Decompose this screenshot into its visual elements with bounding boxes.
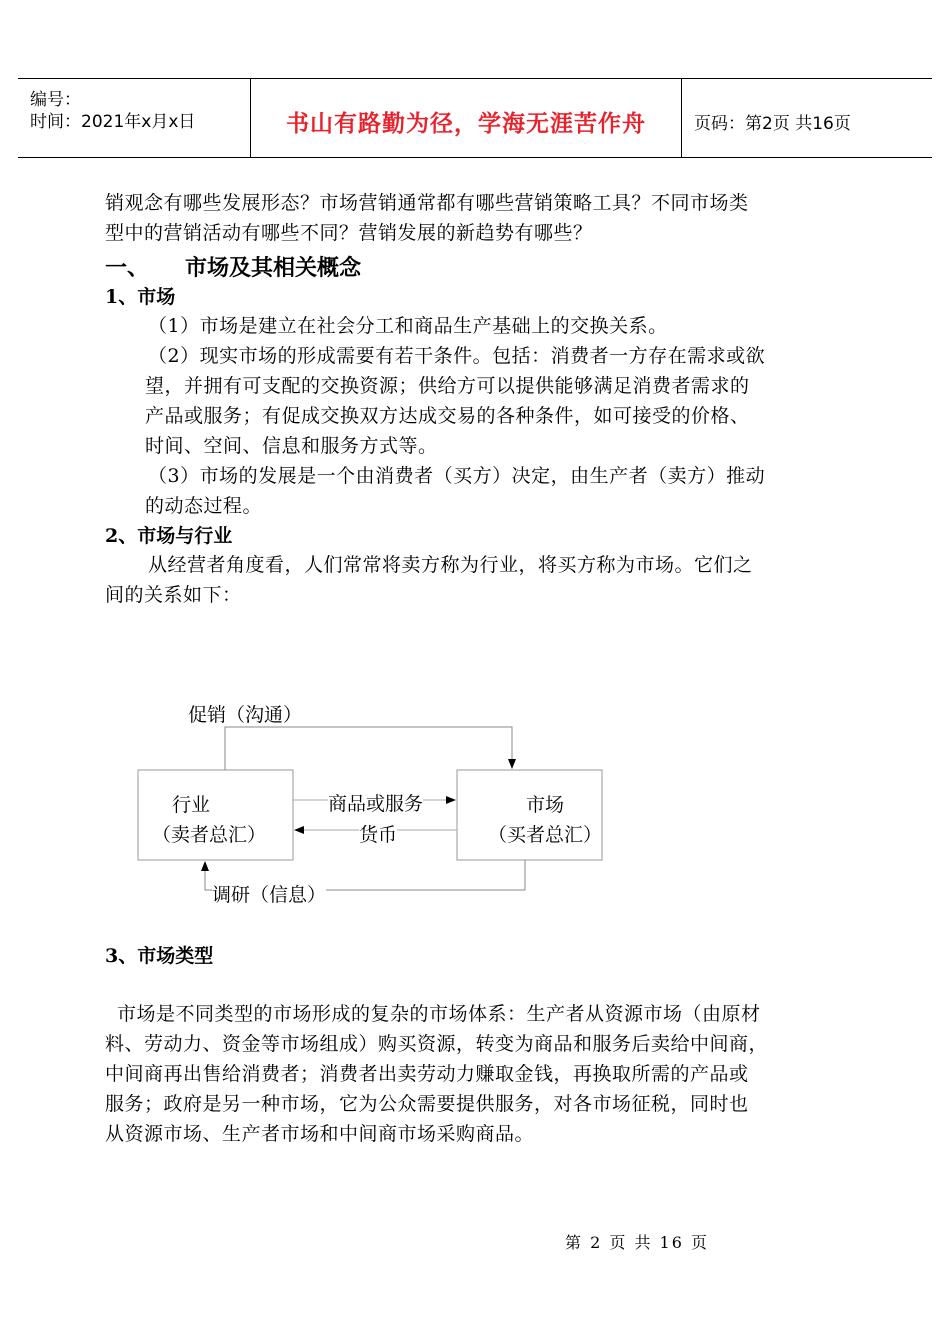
para3-line-3: 中间商再出售给消费者；消费者出卖劳动力赚取金钱，再换取所需的产品或	[105, 1063, 749, 1085]
research-label: 调研（信息）	[212, 880, 326, 907]
para3-line-5: 从资源市场、生产者市场和中间商市场采购商品。	[105, 1123, 535, 1145]
header-table	[18, 78, 932, 158]
intro-line-1: 销观念有哪些发展形态？市场营销通常都有哪些营销策略工具？不同市场类	[105, 192, 749, 214]
industry-label: 行业	[172, 794, 211, 816]
header-page-cell	[682, 79, 932, 157]
para3-line-4: 服务；政府是另一种市场，它为公众需要提供服务，对各市场征税，同时也	[105, 1093, 749, 1115]
promotion-label: 促销（沟通）	[188, 704, 303, 726]
time-label: 时间：2021年x月x日	[30, 112, 196, 132]
market-industry-diagram	[130, 690, 630, 915]
market-sublabel: （买者总汇）	[488, 824, 603, 846]
header-page-info: 页码：第2页 共16页	[694, 114, 851, 134]
market-label: 市场	[526, 794, 565, 816]
section1-title: 市场及其相关概念	[185, 255, 362, 281]
section1-number: 一、	[105, 255, 150, 281]
sub2-title: 2、市场与行业	[105, 525, 233, 547]
sub3-title: 3、市场类型	[105, 945, 214, 967]
header-meta-cell	[18, 79, 251, 157]
item3-line-1: （3）市场的发展是一个由消费者（买方）决定，由生产者（卖方）推动	[148, 465, 766, 487]
para2-line-2: 间的关系如下：	[105, 584, 242, 606]
item1-text: （1）市场是建立在社会分工和商品生产基础上的交换关系。	[148, 315, 668, 337]
item2-line-2: 望，并拥有可支配的交换资源；供给方可以提供能够满足消费者需求的	[145, 375, 750, 397]
para3-line-1: 市场是不同类型的市场形成的复杂的市场体系：生产者从资源市场（由原材	[117, 1003, 761, 1025]
money-label: 货币	[359, 820, 397, 847]
motto-text: 书山有路勤为径，学海无涯苦作舟	[286, 111, 646, 137]
intro-line-2: 型中的营销活动有哪些不同？营销发展的新趋势有哪些？	[105, 222, 593, 244]
page-footer: 第 2 页 共 16 页	[565, 1233, 709, 1252]
item3-line-2: 的动态过程。	[145, 495, 263, 517]
goods-label: 商品或服务	[328, 789, 423, 816]
para2-line-1: 从经营者角度看，人们常常将卖方称为行业，将买方称为市场。它们之	[148, 554, 753, 576]
header-motto-cell	[251, 79, 682, 157]
para3-line-2: 料、劳动力、资金等市场组成）购买资源，转变为商品和服务后卖给中间商，	[105, 1033, 769, 1055]
item2-line-1: （2）现实市场的形成需要有若干条件。包括：消费者一方存在需求或欲	[148, 345, 766, 367]
item2-line-4: 时间、空间、信息和服务方式等。	[145, 435, 438, 457]
sub1-title: 1、市场	[105, 286, 176, 308]
number-label: 编号：	[30, 90, 81, 110]
item2-line-3: 产品或服务；有促成交换双方达成交易的各种条件，如可接受的价格、	[145, 405, 750, 427]
promotion-arrow	[225, 727, 512, 770]
industry-sublabel: （卖者总汇）	[152, 824, 267, 846]
